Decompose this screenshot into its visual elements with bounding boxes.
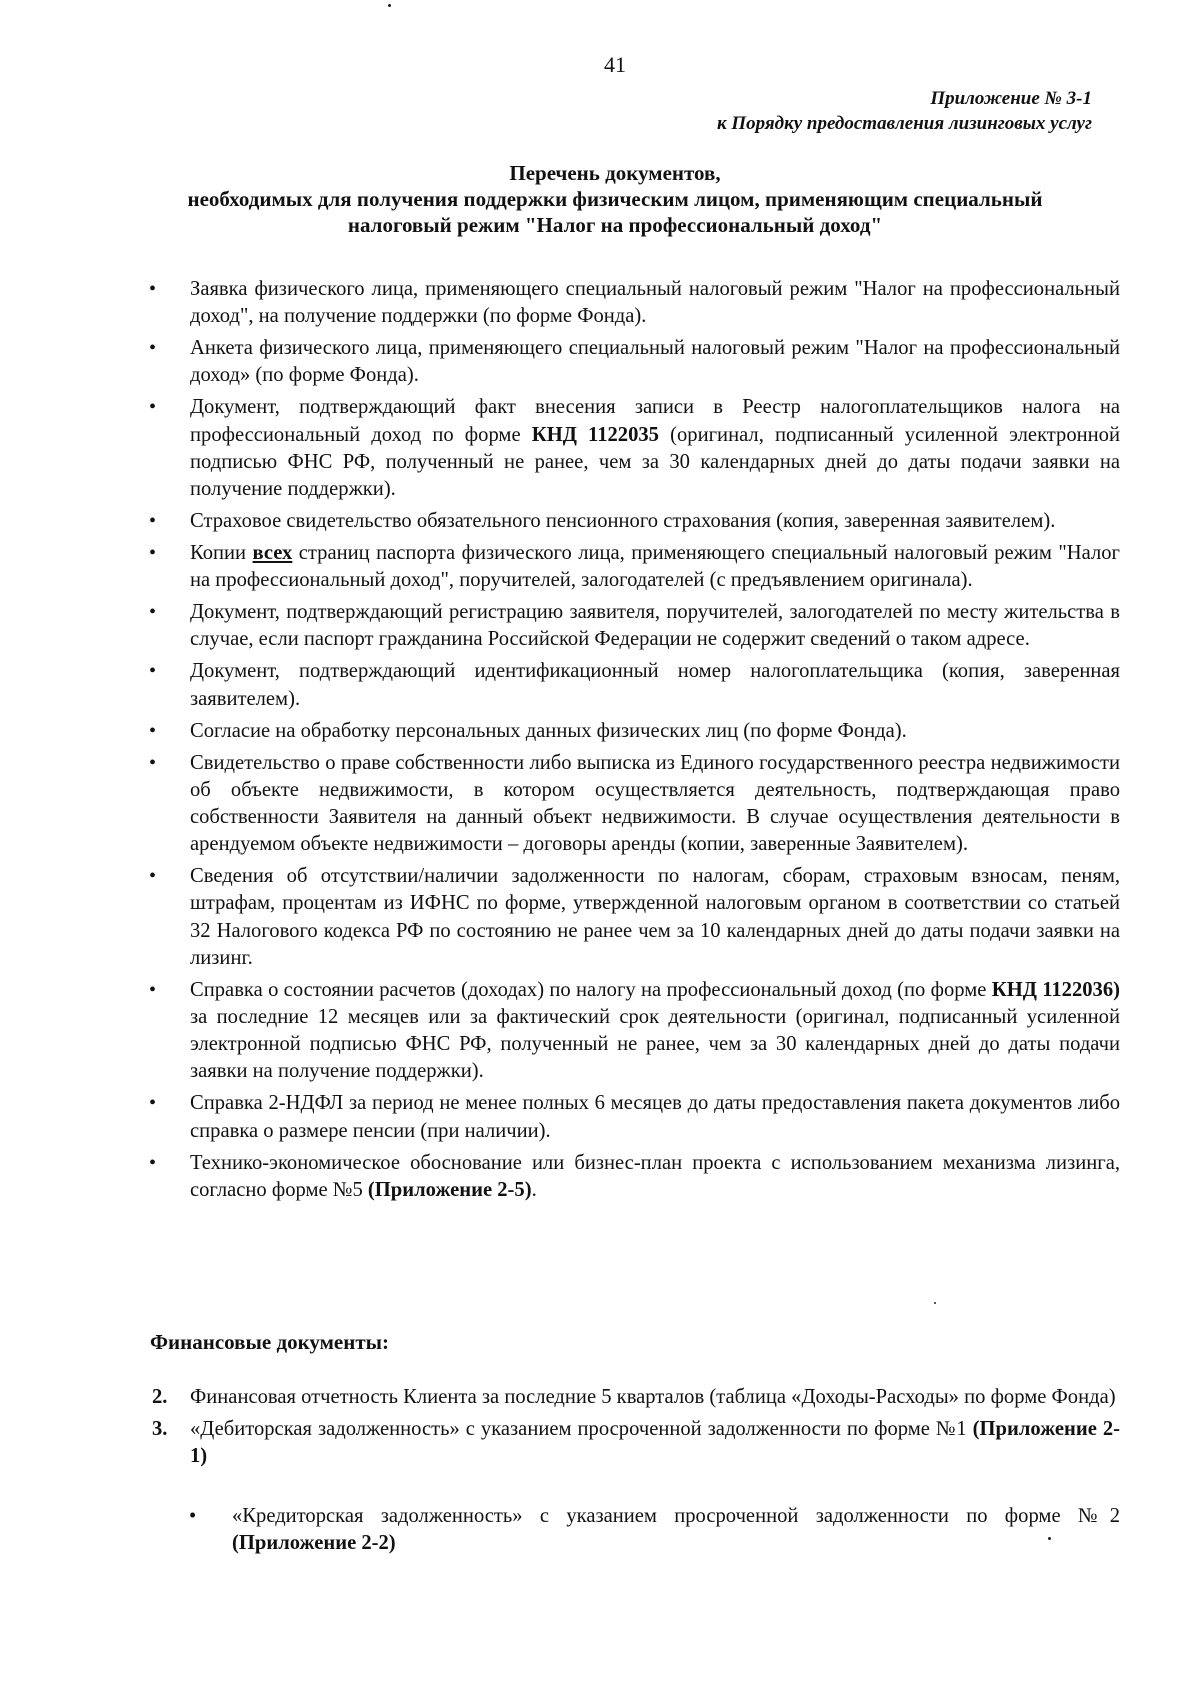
list-item: • Документ, подтверждающий факт внесения записи в Реестр налогоплательщиков налога на профессиональный доход по форме КНД 1122035 (оригинал, подписанный усиленной электронной подписью ФНС РФ, полученный не ранее, чем за 30 календарных дней до даты подачи заявки на получение поддержки). xyxy=(190,394,1120,503)
list-item: • Технико-экономическое обоснование или бизнес-план проекта с использованием механизма лизинга, согласно форме №5 (Приложение 2-5). xyxy=(190,1150,1120,1204)
list-item: • Справка 2-НДФЛ за период не менее полных 6 месяцев до даты предоставления пакета документов либо справка о размере пенсии (при наличии). xyxy=(190,1090,1120,1144)
list-item: • Заявка физического лица, применяющего специальный налоговый режим "Налог на профессиональный доход", на получение поддержки (по форме Фонда). xyxy=(190,276,1120,330)
appendix-number: Приложение № 3-1 xyxy=(930,88,1092,109)
list-item: • Сведения об отсутствии/наличии задолженности по налогам, сборам, страховым взносам, пеням, штрафам, процентам из ИФНС по форме, утвержденной налоговым органом в соответствии со статьей 32 Налогового кодекса РФ по состоянию не ранее чем за 10 календарных дней до даты подачи заявки на лизинг. xyxy=(190,863,1120,972)
bullet-icon: • xyxy=(189,1505,197,1527)
scan-speck xyxy=(1048,1537,1051,1540)
list-item: • Страховое свидетельство обязательного пенсионного страхования (копия, заверенная заявителем). xyxy=(190,508,1120,535)
financial-item: 3. «Дебиторская задолженность» с указанием просроченной задолженности по форме №1 (Приложение 2-1) xyxy=(152,1418,1120,1468)
document-list xyxy=(190,276,1120,1209)
item-number: 2. xyxy=(152,1386,168,1408)
appendix-header xyxy=(717,86,1092,136)
list-item: • Копии всех страниц паспорта физического лица, применяющего специальный налоговый режим "Налог на профессиональный доход", поручителей, залогодателей (с предъявлением оригинала). xyxy=(190,540,1120,594)
page-number: 41 xyxy=(604,52,626,77)
list-item: • Согласие на обработку персональных данных физических лиц (по форме Фонда). xyxy=(190,718,1120,745)
document-title xyxy=(110,160,1120,238)
scan-speck xyxy=(388,4,391,7)
list-item: • Справка о состоянии расчетов (доходах) по налогу на профессиональный доход (по форме КНД 1122036) за последние 12 месяцев или за фактический срок деятельности (оригинал, подписанный усиленной электронной подписью ФНС РФ, полученный не ранее, чем за 30 календарных дней до даты подачи заявки на получение поддержки). xyxy=(190,977,1120,1086)
list-item: • Анкета физического лица, применяющего специальный налоговый режим "Налог на профессиональный доход» (по форме Фонда). xyxy=(190,335,1120,389)
title-line-2: необходимых для получения поддержки физическим лицом, применяющим специальный xyxy=(187,187,1043,211)
financial-sub-item: • «Кредиторская задолженность» с указанием просроченной задолженности по форме №2 (Приложение 2-2) xyxy=(189,1505,1120,1555)
appendix-subtitle: к Порядку предоставления лизинговых услуг xyxy=(716,113,1092,134)
title-line-1: Перечень документов, xyxy=(509,161,721,185)
item-number: 3. xyxy=(152,1418,168,1441)
financial-heading: Финансовые документы: xyxy=(150,1330,390,1354)
list-item: • Документ, подтверждающий идентификационный номер налогоплательщика (копия, заверенная заявителем). xyxy=(190,658,1120,712)
financial-list xyxy=(152,1384,1120,1476)
scan-speck xyxy=(934,1302,936,1304)
financial-item: 2. Финансовая отчетность Клиента за последние 5 кварталов (таблица «Доходы-Расходы» по форме Фонда) xyxy=(190,1384,1120,1411)
title-line-3: налоговый режим "Налог на профессиональный доход" xyxy=(347,213,883,237)
list-item: • Свидетельство о праве собственности либо выписка из Единого государственного реестра недвижимости об объекте недвижимости, в котором осуществляется деятельность, подтверждающая право собственности Заявителя на данный объект недвижимости. В случае осуществления деятельности в арендуемом объекте недвижимости – договоры аренды (копии, заверенные Заявителем). xyxy=(190,750,1120,859)
list-item: • Документ, подтверждающий регистрацию заявителя, поручителей, залогодателей по месту жительства в случае, если паспорт гражданина Российской Федерации не содержит сведений о таком адресе. xyxy=(190,599,1120,653)
